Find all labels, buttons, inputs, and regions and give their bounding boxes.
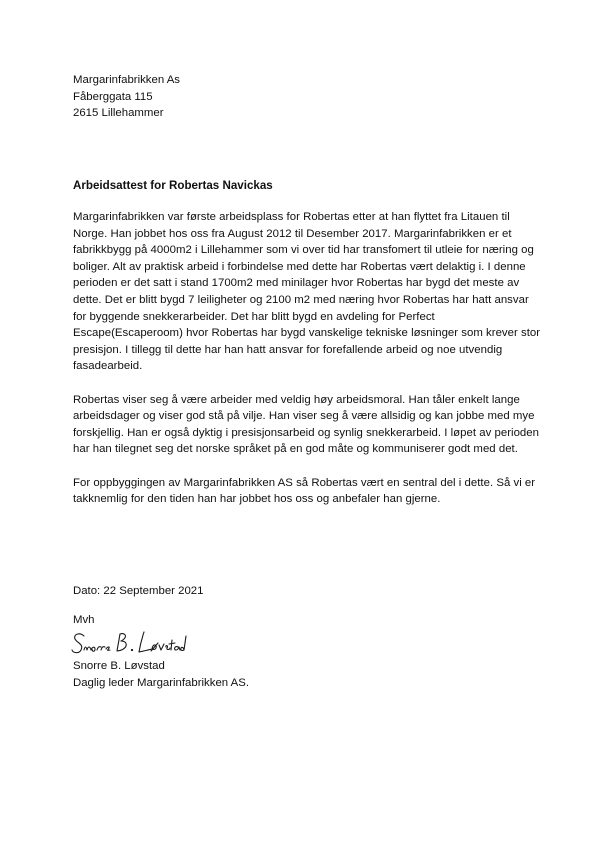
sender-company: Margarinfabrikken As [73, 74, 180, 86]
body-paragraph-1: Margarinfabrikken var første arbeidsplass for Robertas etter at han flyttet fra Litauen til Norge. Han jobbet hos oss fra August 2012 til Desember 2017. Margarinfabrikken er et fabrikkbygg på 4000m2 i Lillehammer som vi over tid har transfomert til utleie for næring og boliger. Alt av praktisk arbeid i forbindelse med dette har Robertas vært delaktig i. I denne perioden er det satt i stand 1700m2 med minilager hvor Robertas har bygd det meste av dette. Det er blitt bygd 7 leiligheter og 2100 m2 med næring hvor Robertas har hatt ansvar for byggende snekkerarbeider. Det har blitt bygd en avdeling for Perfect Escape(Escaperoom) hvor Robertas har bygd vanskelige tekniske løsninger som krever stor presisjon. I tillegg til dette har han hatt ansvar for forefallende arbeid og noe utvendig fasadearbeid. [73, 211, 541, 373]
sender-address [73, 72, 543, 122]
body-paragraph-2: Robertas viser seg å være arbeider med veldig høy arbeidsmoral. Han tåler enkelt lange arbeidsdager og viser god stå på vilje. Han viser seg å være allsidig og kan jobbe med mye forskjellig. Han er også dyktig i presisjonsarbeid og synlig snekkerarbeid. I løpet av perioden har han tilegnet seg det norske språket på en god måte og kommuniserer godt med det. [73, 393, 539, 456]
letter-title: Arbeidsattest for Robertas Navickas [73, 179, 273, 192]
sender-postal: 2615 Lillehammer [73, 107, 164, 120]
letter-date: Dato: 22 September 2021 [73, 585, 204, 597]
body-paragraph-3: For oppbyggingen av Margarinfabrikken AS så Robertas vært en sentral del i dette. Så vi er takknemlig for den tiden han har jobbet hos oss og anbefaler han gjerne. [73, 476, 536, 506]
signer-block [73, 658, 543, 691]
signer-name: Snorre B. Løvstad [73, 660, 165, 672]
handwritten-signature [70, 626, 190, 658]
signer-role: Daglig leder Margarinfabrikken AS. [73, 676, 250, 689]
sender-street: Fåberggata 115 [73, 90, 153, 103]
letter-body [73, 209, 543, 524]
closing-regards: Mvh [73, 614, 95, 626]
